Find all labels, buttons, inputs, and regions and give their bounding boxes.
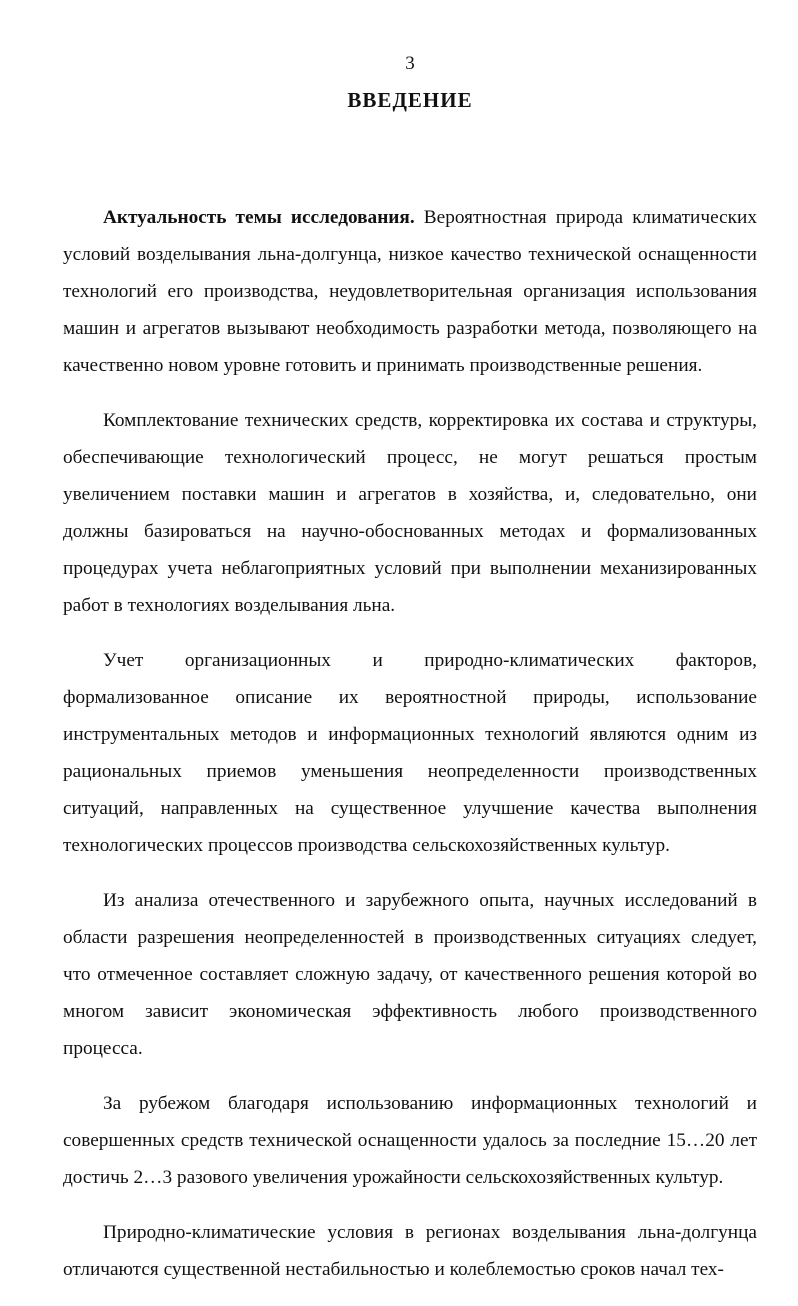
paragraph-text: За рубежом благодаря использованию информационных технологий и совершенных средств технической оснащенности удалось за последние 15…20 лет достичь 2…3 разового увеличения урожайности сельскохозяйственных культур. <box>63 1093 757 1188</box>
paragraph <box>63 1214 757 1288</box>
paragraph <box>63 642 757 864</box>
paragraph <box>63 1085 757 1196</box>
paragraph <box>63 882 757 1067</box>
page-title: ВВЕДЕНИЕ <box>347 88 473 112</box>
paragraph-text: Учет организационных и природно-климатических факторов, формализованное описание их вероятностной природы, использование инструментальных методов и информационных технологий являются одним из рациональных приемов уменьшения неопределенности производственных ситуаций, направленных на существенное улучшение качества выполнения технологических процессов производства сельскохозяйственных культур. <box>63 650 757 856</box>
page-number: 3 <box>405 53 415 74</box>
paragraph-relevance <box>63 199 757 384</box>
paragraph-text: Из анализа отечественного и зарубежного опыта, научных исследований в области разрешения неопределенностей в производственных ситуациях следует, что отмеченное составляет сложную задачу, от качественного решения которой во многом зависит экономическая эффективность любого производственного процесса. <box>63 890 757 1059</box>
paragraph-text: Комплектование технических средств, корректировка их состава и структуры, обеспечивающие технологический процесс, не могут решаться простым увеличением поставки машин и агрегатов в хозяйства, и, следовательно, они должны базироваться на научно-обоснованных методах и формализованных процедурах учета неблагоприятных условий при выполнении механизированных работ в технологиях возделывания льна. <box>63 410 757 616</box>
paragraph-lead: Актуальность темы исследования. <box>103 207 415 228</box>
paragraph-text: Природно-климатические условия в регионах возделывания льна-долгунца отличаются существенной нестабильностью и колеблемостью сроков начал тех- <box>63 1222 757 1280</box>
document-body <box>63 199 757 1306</box>
paragraph-text: Вероятностная природа климатических условий возделывания льна-долгунца, низкое качество технической оснащенности технологий его производства, неудовлетворительная организация использования машин и агрегатов вызывают необходимость разработки метода, позволяющего на качественно новом уровне готовить и принимать производственные решения. <box>63 207 757 376</box>
paragraph <box>63 402 757 624</box>
